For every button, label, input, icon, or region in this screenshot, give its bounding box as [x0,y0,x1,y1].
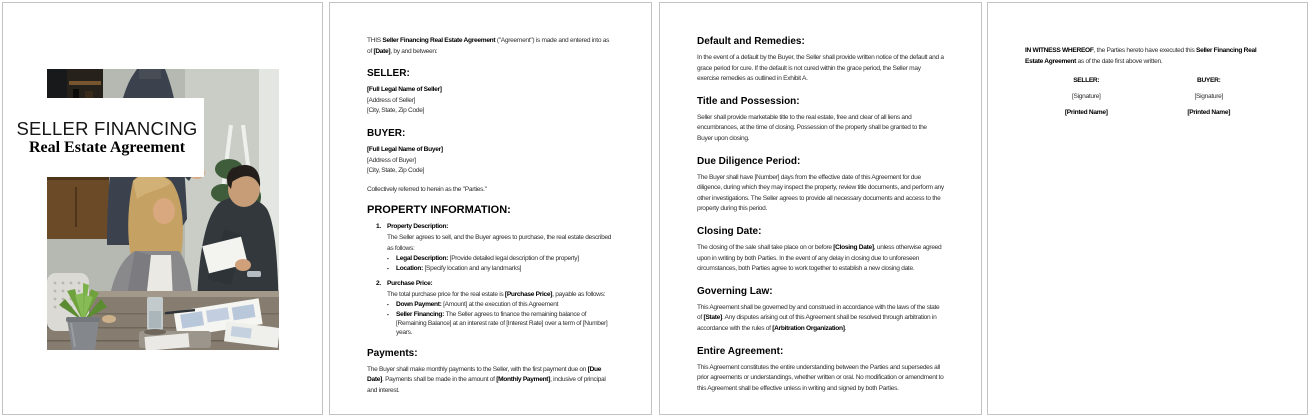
page-agreement [329,2,652,415]
bullet-seller-financing: ▪ Seller Financing: The Seller agrees to finance the remaining balance of [Remaining Balance] at an interest rate of [Interest Rate] over a term of [Number] years. [387,310,608,337]
seller-signature-column [1025,76,1148,124]
payments-heading: Payments: [367,347,418,359]
list-item-title: Purchase Price: [387,279,433,287]
bullet-icon: ▪ [387,256,389,262]
buyer-signature-label: BUYER: [1197,77,1221,85]
cover-title-line1: SELLER FINANCING [16,117,198,139]
section-heading-default-remedies: Default and Remedies: [697,36,805,47]
section-paragraph: In the event of a default by the Buyer, the Seller shall provide written notice of the default and a grace period for cure. If the default is not cured within the grace period, the Seller may exercise remedies as outlined in Exhibit A. [697,54,944,83]
seller-signature-label: SELLER: [1073,77,1100,85]
list-item-title: Property Description: [387,223,449,231]
list-number: 1. [376,223,381,231]
property-info-heading: PROPERTY INFORMATION: [367,204,511,217]
section-paragraph: This Agreement constitutes the entire understanding between the Parties and supersedes all prior agreements or understandings, whether written or oral. No modification or amendment to this Agreement shall be effective unless in writing and signed by both Parties. [697,363,944,392]
terms-content [660,3,981,394]
seller-address-block [367,85,614,117]
signatures-content [988,3,1307,124]
section-heading-due-diligence: Due Diligence Period: [697,155,801,167]
section-paragraph: Seller shall provide marketable title to the real estate, free and clear of all liens and encumbrances, at the time of closing. Possession of the property shall be granted to the Buyer upon closing. [697,113,927,142]
seller-signature-placeholder: [Signature] [1071,93,1101,101]
seller-city: [City, State, Zip Code] [367,107,425,115]
cover-title-box [10,98,204,177]
payments-paragraph: The Buyer shall make monthly payments to the Seller, with the first payment due on [Due Date]. Payments shall be made in the amount of [Monthly Payment], inclusive of principal and interest. [367,365,606,394]
witness-paragraph: IN WITNESS WHEREOF, the Parties hereto have executed this Seller Financing Real Estate Agreement as of the date first above written. [1025,47,1257,65]
seller-printed-name-placeholder: [Printed Name] [1064,109,1108,117]
bullet-down-payment: ▪ Down Payment: [Amount] at the execution of this Agreement [387,301,559,309]
section-paragraph: The Buyer shall have [Number] days from the effective date of this Agreement for due diligence, during which they may inspect the property, review title documents, and perform any other investigations. The Seller agrees to provide all necessary documents and access to the property during this period. [697,173,944,213]
agreement-content [330,3,651,397]
buyer-signature-placeholder: [Signature] [1194,93,1224,101]
buyer-address-block [367,145,614,177]
buyer-address: [Address of Buyer] [367,156,416,164]
bullet-icon: ▪ [387,311,389,317]
cover-layout [3,3,322,414]
cover-title-line2: Real Estate Agreement [28,138,186,156]
buyer-printed-name-placeholder: [Printed Name] [1187,109,1231,117]
section-paragraph: The closing of the sale shall take place on or before [Closing Date], unless otherwise agreed upon in writing by both Parties. In the event of any delay in closing due to unforeseen circumstances, both Parties agree to work together to establish a new closing date. [697,243,942,273]
buyer-city: [City, State, Zip Code] [367,167,425,175]
bullet-icon: ▪ [387,302,389,308]
list-item-body: The Seller agrees to sell, and the Buyer agrees to purchase, the real estate described as follows: [387,233,612,252]
section-heading-governing-law: Governing Law: [697,285,773,297]
seller-heading: SELLER: [367,68,410,80]
section-paragraph: This Agreement shall be governed by and construed in accordance with the laws of the state of [State]. Any disputes arising out of this Agreement shall be resolved through arbitration in accordance with the rules of [Arbitration Organization]. [697,303,940,332]
seller-address: [Address of Seller] [367,96,416,104]
signature-columns [1025,76,1270,124]
section-heading-closing-date: Closing Date: [697,225,762,237]
page-terms [659,2,982,415]
bullet-icon: ▪ [387,265,389,271]
list-item-property-description [367,222,614,273]
bullet-location: ▪ Location: [Specify location and any landmarks] [387,264,522,272]
page-signatures [987,2,1308,415]
parties-note: Collectively referred to herein as the "Parties." [367,185,487,193]
buyer-signature-column [1148,76,1271,124]
list-item-body: The total purchase price for the real estate is [Purchase Price], payable as follows: [387,290,606,298]
list-number: 2. [376,279,381,287]
section-heading-title-possession: Title and Possession: [697,95,800,107]
list-item-purchase-price [367,279,614,338]
seller-name: [Full Legal Name of Seller] [367,86,442,94]
bullet-legal-description: ▪ Legal Description: [Provide detailed legal description of the property] [387,255,579,263]
page-cover [2,2,323,415]
intro-paragraph: THIS Seller Financing Real Estate Agreement ("Agreement") is made and entered into as of [Date], by and between: [367,37,610,55]
buyer-name: [Full Legal Name of Buyer] [367,145,443,153]
section-heading-entire-agreement: Entire Agreement: [697,345,784,357]
buyer-heading: BUYER: [367,127,406,139]
